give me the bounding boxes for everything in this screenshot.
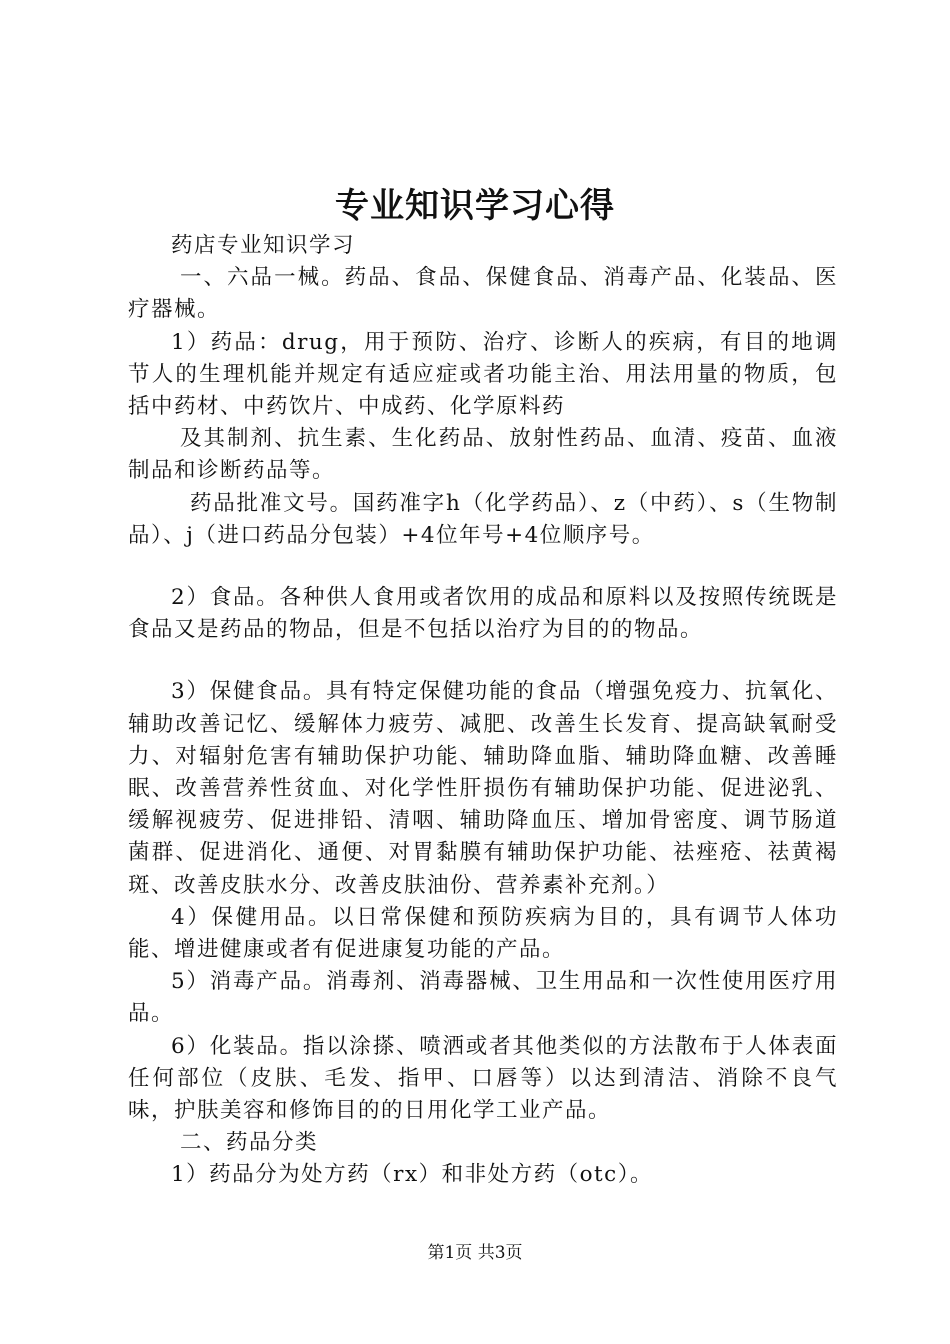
paragraph-drug-definition: 1）药品：drug，用于预防、治疗、诊断人的疾病，有目的地调节人的生理机能并规定有适应症或者功能主治、用法用量的物质，包括中药材、中药饮片、中成药、化学原料药 [128,329,838,420]
document-body [128,230,838,1192]
paragraph-classification: 1）药品分为处方药（rx）和非处方药（otc）。 [171,1162,653,1188]
paragraph-food: 2）食品。各种供人食用或者饮用的成品和原料以及按照传统既是食品又是药品的物品，但是不包括以治疗为目的的物品。 [128,585,838,643]
paragraph-health-products: 4）保健用品。以日常保健和预防疾病为目的，具有调节人体功能、增进健康或者有促进康复功能的产品。 [128,904,838,963]
paragraph-drug-continued: 及其制剂、抗生素、生化药品、放射性药品、血清、疫苗、血液制品和诊断药品等。 [128,426,838,484]
paragraph-cosmetics: 6）化装品。指以涂搽、喷洒或者其他类似的方法散布于人体表面任何部位（皮肤、毛发、指甲、口唇等）以达到清洁、消除不良气味，护肤美容和修饰目的的日用化学工业产品。 [128,1033,838,1124]
paragraph-gap [128,646,838,676]
paragraph-section-1: 一、六品一械。药品、食品、保健食品、消毒产品、化装品、医疗器械。 [128,265,838,323]
document-title: 专业知识学习心得 [335,186,615,226]
paragraph-section-2: 二、药品分类 [180,1130,319,1156]
paragraph-subtitle: 药店专业知识学习 [171,233,356,258]
paragraph-approval-number: 药品批准文号。国药准字h（化学药品）、z（中药）、s（生物制品）、j（进口药品分包装）+4位年号+4位顺序号。 [128,490,838,548]
page-footer: 第1页 共3页 [427,1243,523,1263]
paragraph-gap [128,552,838,582]
paragraph-health-food: 3）保健食品。具有特定保健功能的食品（增强免疫力、抗氧化、辅助改善记忆、缓解体力疲劳、减肥、改善生长发育、提高缺氧耐受力、对辐射危害有辅助保护功能、辅助降血脂、辅助降血糖、改善睡眠、改善营养性贫血、对化学性肝损伤有辅助保护功能、促进泌乳、缓解视疲劳、促进排铅、清咽、辅助降血压、增加骨密度、调节肠道菌群、促进消化、通便、对胃黏膜有辅助保护功能、祛痤疮、祛黄褐斑、改善皮肤水分、改善皮肤油份、营养素补充剂。） [128,679,838,898]
paragraph-disinfection: 5）消毒产品。消毒剂、消毒器械、卫生用品和一次性使用医疗用品。 [128,969,838,1027]
